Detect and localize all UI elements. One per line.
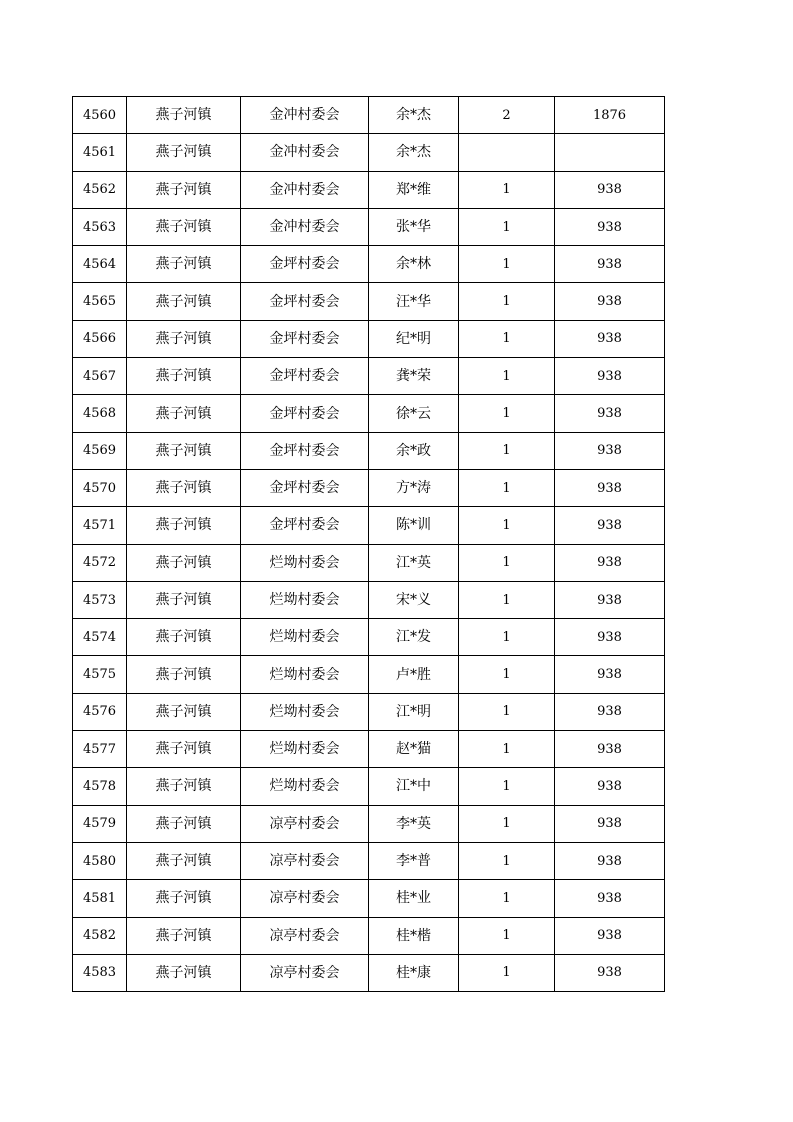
amount-cell: [555, 134, 665, 171]
amount-cell: 938: [555, 768, 665, 805]
village-committee-cell: 烂坳村委会: [241, 768, 369, 805]
serial-number-cell: 4565: [73, 283, 127, 320]
amount-cell: 938: [555, 283, 665, 320]
amount-cell: 938: [555, 507, 665, 544]
town-cell: 燕子河镇: [127, 842, 241, 879]
serial-number-cell: 4563: [73, 208, 127, 245]
serial-number-cell: 4564: [73, 246, 127, 283]
records-table: [72, 96, 665, 992]
person-name-cell: 汪*华: [369, 283, 459, 320]
amount-cell: 938: [555, 805, 665, 842]
village-committee-cell: 金坪村委会: [241, 358, 369, 395]
town-cell: 燕子河镇: [127, 805, 241, 842]
count-cell: 1: [459, 768, 555, 805]
table-row: [73, 97, 665, 134]
amount-cell: 938: [555, 619, 665, 656]
table-row: [73, 208, 665, 245]
amount-cell: 938: [555, 544, 665, 581]
table-row: [73, 395, 665, 432]
person-name-cell: 余*林: [369, 246, 459, 283]
person-name-cell: 李*英: [369, 805, 459, 842]
serial-number-cell: 4567: [73, 358, 127, 395]
town-cell: 燕子河镇: [127, 880, 241, 917]
amount-cell: 938: [555, 469, 665, 506]
serial-number-cell: 4572: [73, 544, 127, 581]
count-cell: 1: [459, 693, 555, 730]
serial-number-cell: 4580: [73, 842, 127, 879]
village-committee-cell: 烂坳村委会: [241, 619, 369, 656]
serial-number-cell: 4570: [73, 469, 127, 506]
serial-number-cell: 4578: [73, 768, 127, 805]
village-committee-cell: 金坪村委会: [241, 246, 369, 283]
amount-cell: 938: [555, 917, 665, 954]
person-name-cell: 江*明: [369, 693, 459, 730]
count-cell: 1: [459, 507, 555, 544]
village-committee-cell: 金坪村委会: [241, 395, 369, 432]
person-name-cell: 宋*义: [369, 581, 459, 618]
table-row: [73, 171, 665, 208]
village-committee-cell: 凉亭村委会: [241, 880, 369, 917]
person-name-cell: 郑*维: [369, 171, 459, 208]
person-name-cell: 徐*云: [369, 395, 459, 432]
village-committee-cell: 烂坳村委会: [241, 731, 369, 768]
count-cell: 1: [459, 246, 555, 283]
person-name-cell: 桂*康: [369, 954, 459, 991]
amount-cell: 938: [555, 432, 665, 469]
table-row: [73, 432, 665, 469]
count-cell: 1: [459, 432, 555, 469]
serial-number-cell: 4574: [73, 619, 127, 656]
table-row: [73, 246, 665, 283]
count-cell: 1: [459, 283, 555, 320]
count-cell: 1: [459, 619, 555, 656]
serial-number-cell: 4562: [73, 171, 127, 208]
amount-cell: 938: [555, 880, 665, 917]
village-committee-cell: 烂坳村委会: [241, 693, 369, 730]
table-row: [73, 693, 665, 730]
person-name-cell: 余*政: [369, 432, 459, 469]
person-name-cell: 方*涛: [369, 469, 459, 506]
count-cell: 1: [459, 581, 555, 618]
person-name-cell: 余*杰: [369, 134, 459, 171]
count-cell: 1: [459, 656, 555, 693]
table-row: [73, 954, 665, 991]
count-cell: 1: [459, 544, 555, 581]
table-row: [73, 581, 665, 618]
table-row: [73, 134, 665, 171]
person-name-cell: 余*杰: [369, 97, 459, 134]
count-cell: 1: [459, 208, 555, 245]
amount-cell: 938: [555, 656, 665, 693]
table-row: [73, 544, 665, 581]
count-cell: 1: [459, 469, 555, 506]
village-committee-cell: 烂坳村委会: [241, 656, 369, 693]
table-row: [73, 805, 665, 842]
count-cell: 1: [459, 842, 555, 879]
count-cell: 1: [459, 358, 555, 395]
person-name-cell: 龚*荣: [369, 358, 459, 395]
town-cell: 燕子河镇: [127, 693, 241, 730]
person-name-cell: 张*华: [369, 208, 459, 245]
amount-cell: 938: [555, 842, 665, 879]
serial-number-cell: 4575: [73, 656, 127, 693]
serial-number-cell: 4569: [73, 432, 127, 469]
count-cell: 1: [459, 805, 555, 842]
person-name-cell: 赵*猫: [369, 731, 459, 768]
count-cell: [459, 134, 555, 171]
town-cell: 燕子河镇: [127, 134, 241, 171]
amount-cell: 938: [555, 246, 665, 283]
table-row: [73, 283, 665, 320]
table-row: [73, 320, 665, 357]
serial-number-cell: 4568: [73, 395, 127, 432]
table-row: [73, 469, 665, 506]
count-cell: 1: [459, 171, 555, 208]
person-name-cell: 江*英: [369, 544, 459, 581]
records-body: [73, 97, 665, 992]
serial-number-cell: 4560: [73, 97, 127, 134]
village-committee-cell: 金冲村委会: [241, 208, 369, 245]
town-cell: 燕子河镇: [127, 208, 241, 245]
town-cell: 燕子河镇: [127, 954, 241, 991]
town-cell: 燕子河镇: [127, 432, 241, 469]
count-cell: 1: [459, 395, 555, 432]
count-cell: 1: [459, 954, 555, 991]
table-row: [73, 507, 665, 544]
town-cell: 燕子河镇: [127, 469, 241, 506]
serial-number-cell: 4561: [73, 134, 127, 171]
amount-cell: 938: [555, 581, 665, 618]
table-row: [73, 358, 665, 395]
serial-number-cell: 4581: [73, 880, 127, 917]
person-name-cell: 桂*业: [369, 880, 459, 917]
town-cell: 燕子河镇: [127, 619, 241, 656]
village-committee-cell: 金冲村委会: [241, 97, 369, 134]
village-committee-cell: 凉亭村委会: [241, 805, 369, 842]
town-cell: 燕子河镇: [127, 171, 241, 208]
amount-cell: 938: [555, 320, 665, 357]
town-cell: 燕子河镇: [127, 283, 241, 320]
town-cell: 燕子河镇: [127, 507, 241, 544]
town-cell: 燕子河镇: [127, 544, 241, 581]
village-committee-cell: 金坪村委会: [241, 469, 369, 506]
person-name-cell: 江*中: [369, 768, 459, 805]
count-cell: 1: [459, 731, 555, 768]
town-cell: 燕子河镇: [127, 917, 241, 954]
table-row: [73, 880, 665, 917]
village-committee-cell: 金坪村委会: [241, 283, 369, 320]
serial-number-cell: 4573: [73, 581, 127, 618]
table-row: [73, 619, 665, 656]
town-cell: 燕子河镇: [127, 768, 241, 805]
amount-cell: 938: [555, 954, 665, 991]
serial-number-cell: 4571: [73, 507, 127, 544]
village-committee-cell: 金坪村委会: [241, 507, 369, 544]
village-committee-cell: 金坪村委会: [241, 320, 369, 357]
table-row: [73, 768, 665, 805]
village-committee-cell: 凉亭村委会: [241, 917, 369, 954]
village-committee-cell: 金冲村委会: [241, 134, 369, 171]
town-cell: 燕子河镇: [127, 581, 241, 618]
serial-number-cell: 4579: [73, 805, 127, 842]
serial-number-cell: 4577: [73, 731, 127, 768]
table-row: [73, 656, 665, 693]
town-cell: 燕子河镇: [127, 246, 241, 283]
village-committee-cell: 凉亭村委会: [241, 954, 369, 991]
village-committee-cell: 烂坳村委会: [241, 581, 369, 618]
town-cell: 燕子河镇: [127, 731, 241, 768]
person-name-cell: 江*发: [369, 619, 459, 656]
town-cell: 燕子河镇: [127, 656, 241, 693]
table-row: [73, 842, 665, 879]
serial-number-cell: 4582: [73, 917, 127, 954]
count-cell: 1: [459, 917, 555, 954]
table-row: [73, 731, 665, 768]
town-cell: 燕子河镇: [127, 320, 241, 357]
person-name-cell: 陈*训: [369, 507, 459, 544]
person-name-cell: 卢*胜: [369, 656, 459, 693]
count-cell: 1: [459, 880, 555, 917]
town-cell: 燕子河镇: [127, 97, 241, 134]
village-committee-cell: 金坪村委会: [241, 432, 369, 469]
person-name-cell: 纪*明: [369, 320, 459, 357]
serial-number-cell: 4583: [73, 954, 127, 991]
amount-cell: 1876: [555, 97, 665, 134]
amount-cell: 938: [555, 731, 665, 768]
town-cell: 燕子河镇: [127, 358, 241, 395]
village-committee-cell: 金冲村委会: [241, 171, 369, 208]
count-cell: 2: [459, 97, 555, 134]
amount-cell: 938: [555, 171, 665, 208]
serial-number-cell: 4566: [73, 320, 127, 357]
person-name-cell: 桂*楷: [369, 917, 459, 954]
amount-cell: 938: [555, 208, 665, 245]
table-row: [73, 917, 665, 954]
amount-cell: 938: [555, 395, 665, 432]
town-cell: 燕子河镇: [127, 395, 241, 432]
serial-number-cell: 4576: [73, 693, 127, 730]
village-committee-cell: 凉亭村委会: [241, 842, 369, 879]
count-cell: 1: [459, 320, 555, 357]
person-name-cell: 李*普: [369, 842, 459, 879]
village-committee-cell: 烂坳村委会: [241, 544, 369, 581]
amount-cell: 938: [555, 358, 665, 395]
amount-cell: 938: [555, 693, 665, 730]
